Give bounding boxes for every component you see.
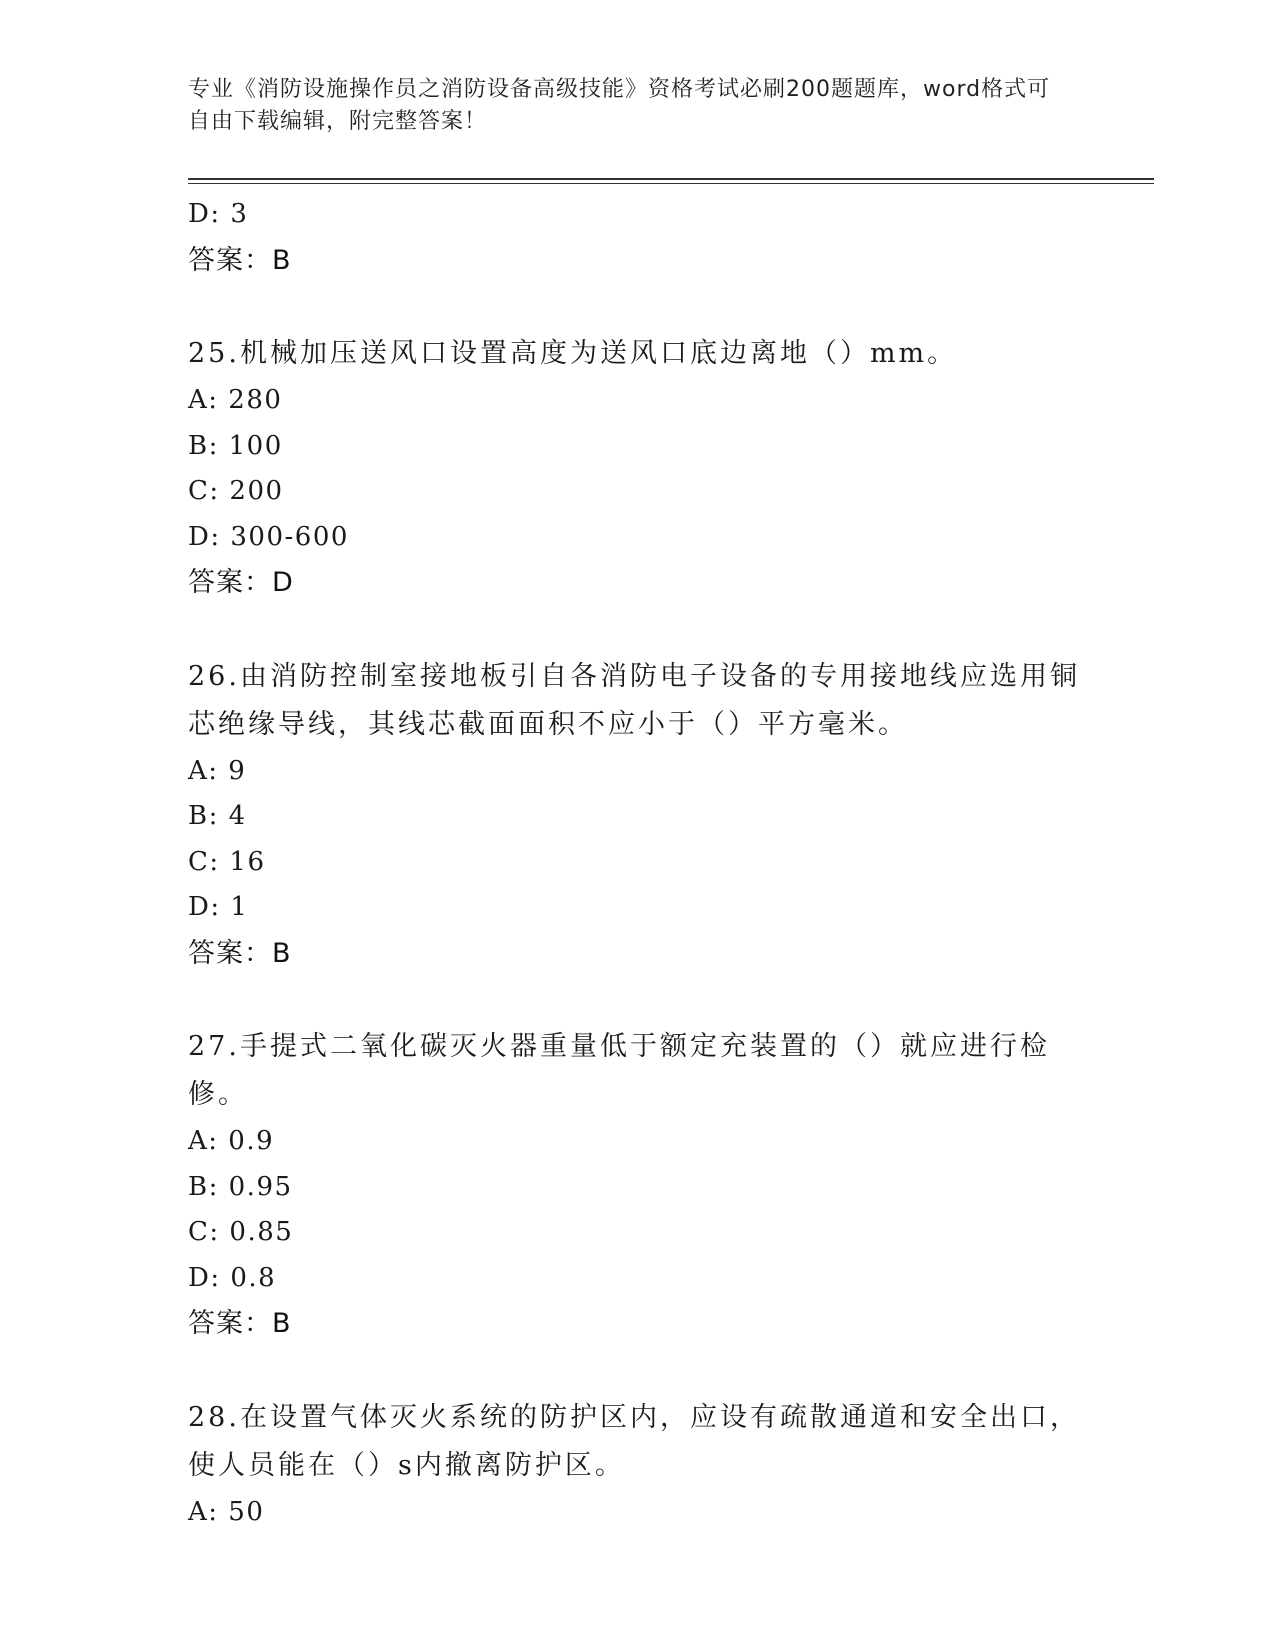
option-b: B: 0.95: [188, 1171, 293, 1202]
answer: 答案：B: [188, 937, 292, 969]
header-divider-thick: [188, 178, 1154, 180]
continued-question: [188, 192, 1088, 283]
option-d: D: 300-600: [188, 521, 349, 552]
option-a: A: 0.9: [188, 1126, 275, 1156]
option-d: D: 1: [188, 892, 249, 922]
option-c: C: 200: [188, 476, 284, 506]
answer: 答案：D: [188, 567, 294, 598]
option-b: B: 100: [188, 430, 283, 461]
option-b: B: 4: [188, 801, 247, 831]
question-26: [188, 653, 1088, 977]
spacer: [188, 606, 1088, 653]
option-a: A: 280: [188, 385, 283, 415]
question-27: [188, 1023, 1088, 1347]
question-25: [188, 330, 1088, 606]
question-text: 26.由消防控制室接地板引自各消防电子设备的专用接地线应选用铜芯绝缘导线，其线芯截面面积不应小于（）平方毫米。: [188, 660, 1080, 740]
spacer: [188, 1347, 1088, 1394]
header-divider-thin: [188, 183, 1154, 184]
option-a: A: 9: [188, 755, 247, 786]
option-a: A: 50: [188, 1496, 265, 1527]
question-text: 28.在设置气体灭火系统的防护区内，应设有疏散通道和安全出口，使人员能在（）s内撤离防护区。: [188, 1401, 1080, 1481]
option-d: D: 3: [188, 199, 249, 229]
question-28: [188, 1394, 1088, 1536]
page-header: 专业《消防设施操作员之消防设备高级技能》资格考试必刷200题题库，word格式可自由下载编辑，附完整答案！: [188, 77, 1051, 134]
question-text: 27.手提式二氧化碳灭火器重量低于额定充装置的（）就应进行检修。: [188, 1031, 1050, 1110]
document-body: [188, 192, 1088, 1535]
answer: 答案：B: [188, 1308, 292, 1339]
spacer: [188, 976, 1088, 1023]
option-c: C: 16: [188, 846, 266, 877]
question-text: 25.机械加压送风口设置高度为送风口底边离地（）mm。: [188, 338, 958, 369]
answer: 答案：B: [188, 244, 292, 276]
option-c: C: 0.85: [188, 1217, 294, 1247]
spacer: [188, 283, 1088, 330]
option-d: D: 0.8: [188, 1262, 277, 1293]
